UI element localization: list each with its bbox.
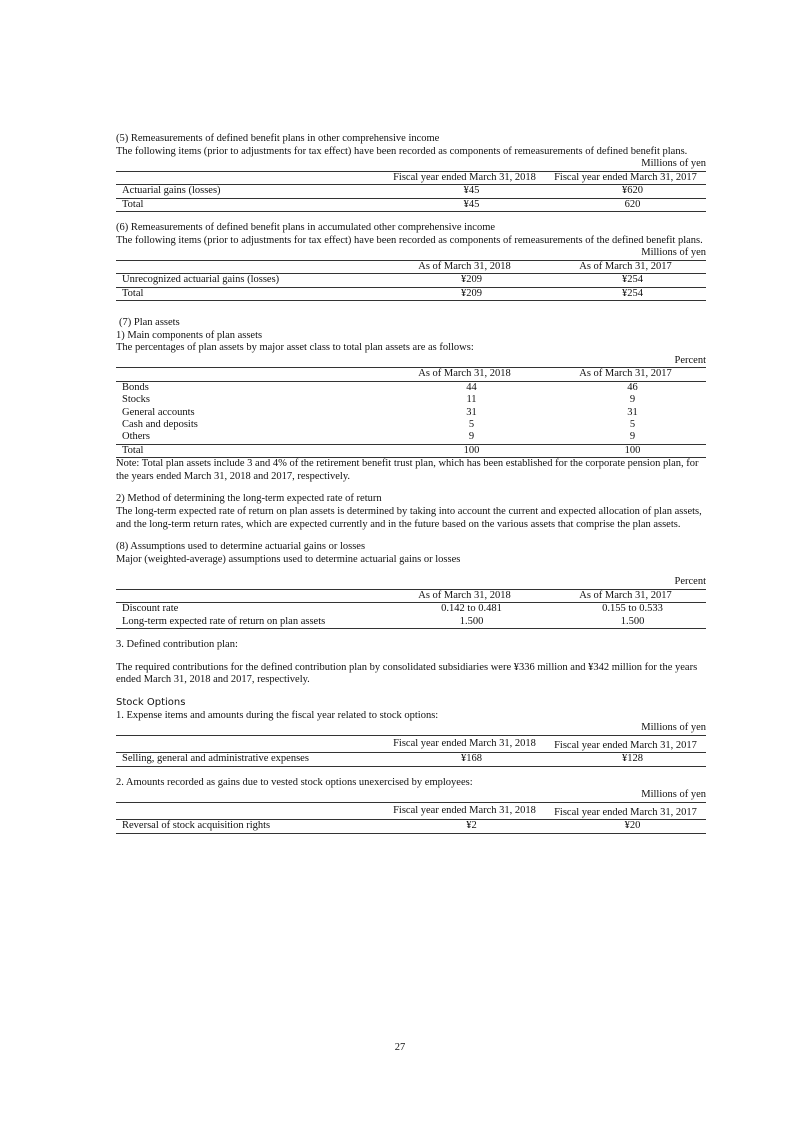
row-value-2018: 100 [384, 444, 545, 457]
document-body [116, 133, 706, 834]
section-7-desc2: The long-term expected rate of return on plan assets is determined by taking into account the current and expected allocation of plan assets, and the long-term return rates, which are expected currently and in the future based on the various assets that comprise the plan assets. [116, 506, 702, 530]
table-row [116, 407, 706, 419]
row-label: Total [116, 444, 384, 457]
row-value-2017: ¥254 [545, 274, 706, 287]
row-value-2018: ¥209 [384, 274, 545, 287]
col-header-2017: As of March 31, 2017 [545, 589, 706, 602]
section-7-sub2: 2) Method of determining the long-term expected rate of return [116, 493, 382, 505]
section-8-desc: Major (weighted-average) assumptions used to determine actuarial gains or losses [116, 553, 461, 565]
row-value-2017: ¥254 [545, 287, 706, 300]
row-value-2017: 9 [629, 431, 636, 443]
col-header-2018: As of March 31, 2018 [384, 260, 545, 273]
row-label: Reversal of stock acquisition rights [116, 820, 384, 833]
row-label: Total [116, 287, 384, 300]
stock-options-table-2 [116, 802, 706, 834]
table-row [116, 274, 706, 287]
table-row [116, 431, 706, 444]
section-7-table [116, 367, 706, 458]
section-5-table [116, 171, 706, 212]
stock-options-sub2: 2. Amounts recorded as gains due to vested stock options unexercised by employees: [116, 776, 473, 788]
col-header-2017: As of March 31, 2017 [545, 260, 706, 273]
col-header-2018: Fiscal year ended March 31, 2018 [384, 735, 545, 752]
section-5-desc: The following items (prior to adjustments for tax effect) have been recorded as components of remeasurements of defined benefit plans. [116, 145, 688, 157]
row-label: Selling, general and administrative expenses [116, 753, 384, 766]
section-7-desc: The percentages of plan assets by major asset class to total plan assets are as follows: [116, 342, 474, 354]
row-value-2018: 9 [468, 431, 475, 443]
table-row [116, 185, 706, 198]
col-header-2018: Fiscal year ended March 31, 2018 [384, 802, 545, 819]
row-value-2017: 9 [629, 394, 636, 406]
row-value-2018: 44 [466, 381, 477, 393]
row-value-2017: ¥620 [545, 185, 706, 198]
col-header-2018: As of March 31, 2018 [384, 589, 545, 602]
col-header-2017: Fiscal year ended March 31, 2017 [545, 171, 706, 184]
row-value-2017: 620 [545, 198, 706, 211]
table-row [116, 394, 706, 406]
row-value-2017: 1.500 [545, 616, 706, 629]
table-row [116, 419, 706, 431]
stock-options-title: Stock Options [116, 696, 186, 708]
col-header-2017: Fiscal year ended March 31, 2017 [545, 735, 706, 752]
row-value-2018: 0.142 to 0.481 [441, 603, 502, 615]
row-value-2017: 31 [627, 406, 638, 418]
row-label: Bonds [122, 381, 149, 393]
table-row [116, 616, 706, 629]
section-6-unit: Millions of yen [641, 247, 706, 259]
section-8-table [116, 589, 706, 629]
row-label: General accounts [122, 406, 195, 418]
row-value-2018: ¥168 [384, 753, 545, 766]
row-label: Long-term expected rate of return on plan assets [116, 616, 384, 629]
row-value-2018: ¥209 [384, 287, 545, 300]
row-value-2017: 100 [545, 444, 706, 457]
section-3-title: 3. Defined contribution plan: [116, 639, 238, 651]
section-6-desc: The following items (prior to adjustments for tax effect) have been recorded as components of remeasurements of the defined benefit plans. [116, 234, 703, 246]
row-value-2018: ¥2 [384, 820, 545, 833]
row-value-2018: ¥45 [384, 185, 545, 198]
section-6-title: (6) Remeasurements of defined benefit plans in accumulated other comprehensive income [116, 222, 496, 233]
section-7-sub: 1) Main components of plan assets [116, 329, 263, 341]
row-value-2018: 31 [466, 406, 477, 418]
table-row [116, 603, 706, 616]
row-value-2017: 5 [629, 419, 636, 430]
table-row [116, 287, 706, 300]
section-6-table [116, 260, 706, 301]
row-label: Others [122, 431, 150, 443]
stock-options-sub1: 1. Expense items and amounts during the fiscal year related to stock options: [116, 709, 439, 721]
section-3-desc: The required contributions for the defined contribution plan by consolidated subsidiaries were ¥336 million and ¥342 million for the years ended March 31, 2018 and 2017, respectively. [116, 661, 698, 686]
row-value-2018: 11 [466, 394, 477, 406]
section-7-unit: Percent [674, 354, 706, 366]
col-header-2018: Fiscal year ended March 31, 2018 [384, 171, 545, 184]
row-value-2017: 0.155 to 0.533 [602, 603, 663, 615]
row-value-2018: 5 [468, 419, 475, 430]
stock-options-unit2: Millions of yen [641, 789, 706, 801]
stock-options-table-1 [116, 735, 706, 767]
col-header-2018: As of March 31, 2018 [384, 368, 545, 381]
col-header-2017: Fiscal year ended March 31, 2017 [545, 802, 706, 819]
section-8-title: (8) Assumptions used to determine actuarial gains or losses [116, 541, 366, 553]
section-7-title: (7) Plan assets [119, 317, 180, 328]
table-row [116, 381, 706, 394]
table-row [116, 444, 706, 457]
section-8-unit: Percent [674, 576, 706, 588]
row-value-2017: 46 [627, 381, 638, 393]
table-row [116, 198, 706, 211]
page-number: 27 [394, 1042, 406, 1053]
stock-options-unit1: Millions of yen [641, 722, 706, 734]
row-value-2017: ¥20 [545, 820, 706, 833]
col-header-2017: As of March 31, 2017 [545, 368, 706, 381]
section-7-note: Note: Total plan assets include 3 and 4% of the retirement benefit trust plan, which has been established for the corporate pension plan, for the years ended March 31, 2018 and 2017, respectively. [116, 458, 699, 482]
table-row [116, 820, 706, 833]
row-label: Discount rate [122, 603, 179, 615]
row-value-2018: 1.500 [384, 616, 545, 629]
row-label: Total [116, 198, 384, 211]
row-label: Actuarial gains (losses) [116, 185, 384, 198]
table-row [116, 753, 706, 766]
row-label: Unrecognized actuarial gains (losses) [116, 274, 384, 287]
section-5-title: (5) Remeasurements of defined benefit plans in other comprehensive income [116, 133, 440, 144]
row-value-2018: ¥45 [384, 198, 545, 211]
section-5-unit: Millions of yen [641, 158, 706, 170]
row-label: Stocks [122, 394, 151, 406]
row-label: Cash and deposits [122, 419, 198, 430]
row-value-2017: ¥128 [545, 753, 706, 766]
